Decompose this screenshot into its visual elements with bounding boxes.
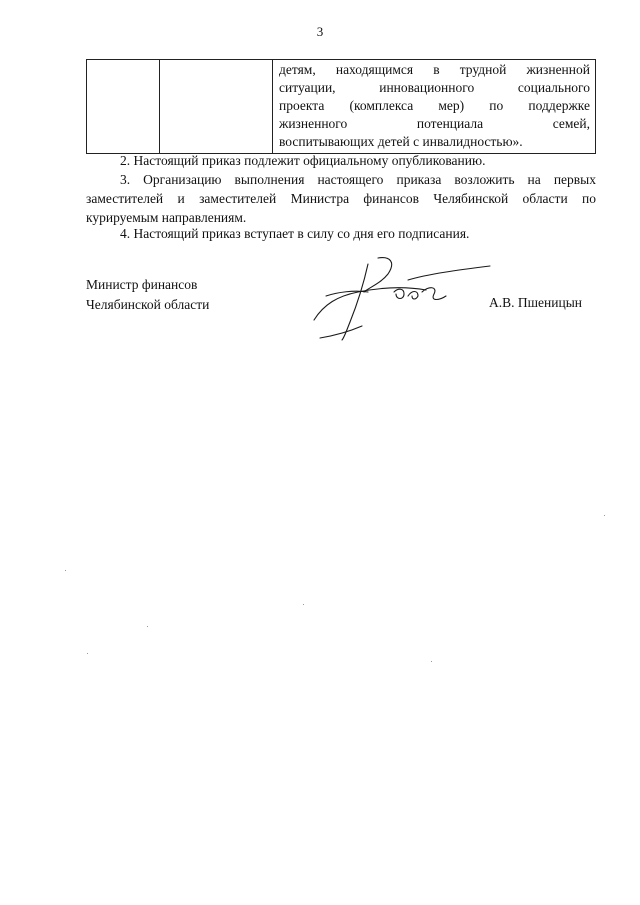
cell-text-line: жизненного потенциала семей, — [279, 116, 590, 131]
cell-text-line: детям, находящимся в трудной жизненной — [279, 62, 590, 77]
position-line-1: Министр финансов — [86, 277, 198, 292]
cell-text-line: проекта (комплекса мер) по поддержке — [279, 98, 590, 113]
page-number: 3 — [316, 24, 324, 39]
clause-line: курируемым направлениям. — [86, 210, 247, 225]
clause-line: 4. Настоящий приказ вступает в силу со дня его подписания. — [120, 226, 470, 241]
clause-line: 3. Организацию выполнения настоящего приказа возложить на первых — [120, 172, 596, 187]
cell-text-line: ситуации, инновационного социального — [279, 80, 590, 95]
clause-line: заместителей и заместителей Министра финансов Челябинской области по — [86, 191, 596, 206]
signatory-name: А.В. Пшеницын — [489, 295, 582, 310]
cell-text-line: воспитывающих детей с инвалидностью». — [279, 134, 523, 149]
clause-line: 2. Настоящий приказ подлежит официальному опубликованию. — [120, 153, 486, 168]
position-line-2: Челябинской области — [86, 297, 210, 312]
